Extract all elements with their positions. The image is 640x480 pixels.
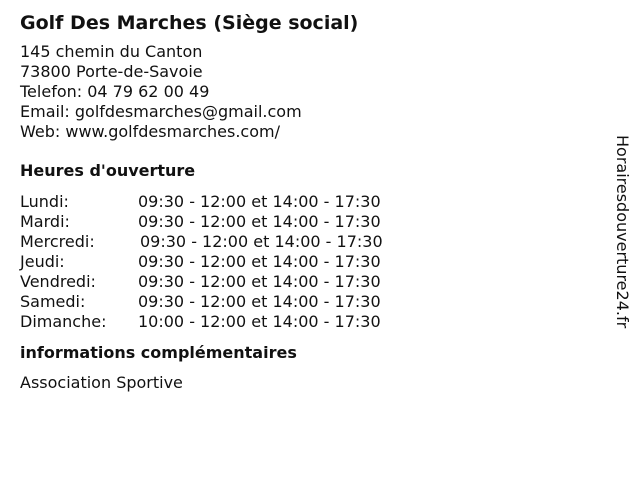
email-address: Email: golfdesmarches@gmail.com [20, 102, 302, 121]
day-hours: 09:30 - 12:00 et 14:00 - 17:30 [140, 232, 383, 251]
hours-row-mardi [20, 212, 600, 232]
hours-row-mercredi [20, 232, 600, 252]
day-label: Lundi: [20, 192, 69, 211]
hours-row-vendredi [20, 272, 600, 292]
site-watermark: Horairesdouverture24.fr [613, 135, 632, 329]
hours-row-lundi [20, 192, 600, 212]
day-label: Samedi: [20, 292, 86, 311]
day-label: Mercredi: [20, 232, 95, 251]
day-hours: 09:30 - 12:00 et 14:00 - 17:30 [138, 292, 381, 311]
day-hours: 09:30 - 12:00 et 14:00 - 17:30 [138, 272, 381, 291]
phone-number: Telefon: 04 79 62 00 49 [20, 82, 210, 101]
day-label: Jeudi: [20, 252, 65, 271]
day-label: Dimanche: [20, 312, 107, 331]
business-title: Golf Des Marches (Siège social) [20, 12, 359, 34]
day-label: Mardi: [20, 212, 70, 231]
day-label: Vendredi: [20, 272, 96, 291]
info-text: Association Sportive [20, 373, 183, 392]
street-address: 145 chemin du Canton [20, 42, 203, 61]
day-hours: 10:00 - 12:00 et 14:00 - 17:30 [138, 312, 381, 331]
day-hours: 09:30 - 12:00 et 14:00 - 17:30 [138, 252, 381, 271]
hours-row-samedi [20, 292, 600, 312]
contact-block [20, 42, 600, 142]
day-hours: 09:30 - 12:00 et 14:00 - 17:30 [138, 192, 381, 211]
hours-heading: Heures d'ouverture [20, 161, 196, 180]
city-address: 73800 Porte-de-Savoie [20, 62, 203, 81]
hours-table [20, 192, 600, 332]
hours-row-dimanche [20, 312, 600, 332]
day-hours: 09:30 - 12:00 et 14:00 - 17:30 [138, 212, 381, 231]
hours-row-jeudi [20, 252, 600, 272]
business-card [20, 11, 600, 393]
website-address: Web: www.golfdesmarches.com/ [20, 122, 280, 141]
info-heading: informations complémentaires [20, 343, 297, 362]
